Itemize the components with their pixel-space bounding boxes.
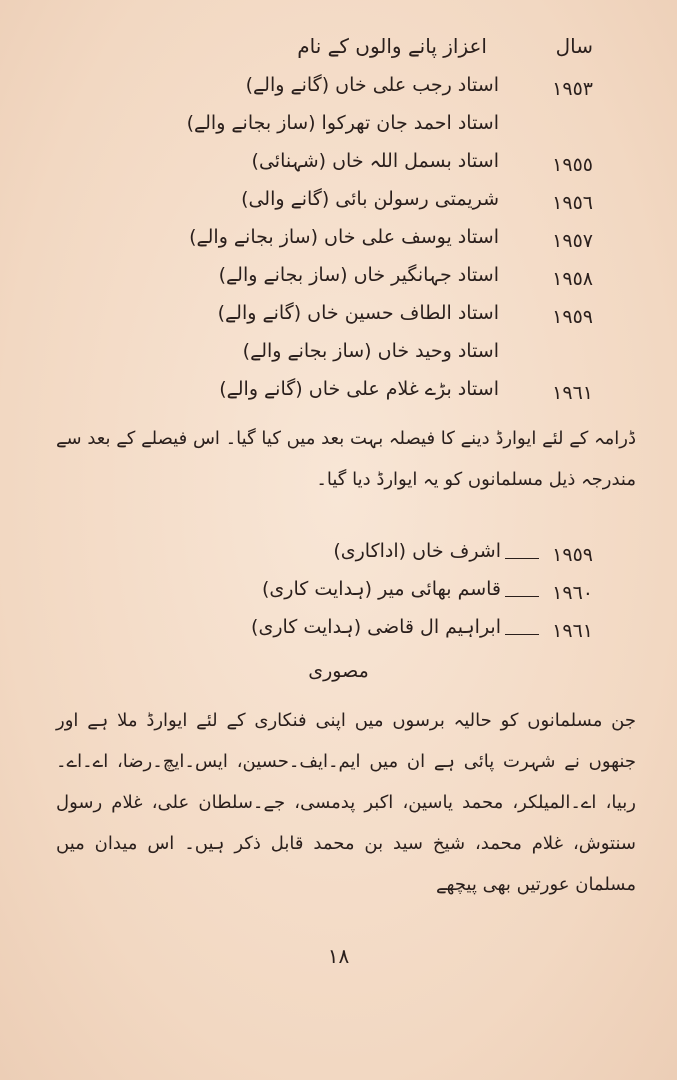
drama-award-row [0,616,677,652]
award-name: استاد احمد جان تھرکوا (ساز بجانے والے) [186,112,499,134]
page-number: ١٨ [327,944,350,968]
award-row [0,302,677,338]
award-row [0,340,677,376]
drama-award-name: قاسم بھائی میر (ہدایت کاری) [262,578,501,600]
dash-separator [505,634,539,635]
award-row [0,188,677,224]
drama-paragraph: ڈرامہ کے لئے ایوارڈ دینے کا فیصلہ بہت بعد میں کیا گیا۔ اس فیصلے کے بعد سے مندرجہ ذیل مسلمانوں کو یہ ایوارڈ دیا گیا۔ [56,428,636,490]
award-row [0,74,677,110]
award-name: استاد رجب علی خاں (گانے والے) [245,74,499,96]
award-row [0,264,677,300]
awardees-column-heading: اعزاز پانے والوں کے نام [297,34,487,58]
award-year: ١٩٥٩ [552,306,593,328]
award-name: استاد وحید خاں (ساز بجانے والے) [242,340,499,362]
award-name: استاد بڑے غلام علی خاں (گانے والے) [219,378,499,400]
drama-award-row [0,540,677,576]
table-header [0,34,677,68]
drama-award-name: اشرف خاں (اداکاری) [333,540,501,562]
award-name: استاد بسمل اللہ خاں (شہنائی) [251,150,499,172]
award-name: استاد یوسف علی خاں (ساز بجانے والے) [189,226,499,248]
dash-separator [505,596,539,597]
section-heading-painting: مصوری [308,660,369,682]
award-name: استاد جہانگیر خاں (ساز بجانے والے) [218,264,499,286]
painting-paragraph: جن مسلمانوں کو حالیہ برسوں میں اپنی فنکاری کے لئے ایوارڈ ملا ہے اور جنھوں نے شہرت پائی ہے ان میں ایم۔ایف۔حسین، ایس۔ایچ۔رضا، اے۔اے۔ربیا، اے۔المیلکر، محمد یاسین، اکبر پدمسی، جے۔سلطان علی، غلام رسول سنتوش، غلام محمد، شیخ سید بن محمد قابل ذکر ہیں۔ اس میدان میں مسلمان عورتیں بھی پیچھے [56,710,636,895]
award-row [0,378,677,414]
award-row [0,226,677,262]
drama-award-row [0,578,677,614]
year-column-heading: سال [555,34,593,58]
drama-award-year: ١٩٥٩ [552,544,593,566]
award-row [0,150,677,186]
award-row [0,112,677,148]
award-name: استاد الطاف حسین خاں (گانے والے) [217,302,499,324]
award-year: ١٩٥٦ [552,192,593,214]
award-year: ١٩٥٧ [552,230,593,252]
dash-separator [505,558,539,559]
drama-award-name: ابراہیم ال قاضی (ہدایت کاری) [251,616,501,638]
award-year: ١٩٥٣ [552,78,593,100]
drama-award-year: ١٩٦١ [552,620,593,642]
award-name: شریمتی رسولن بائی (گانے والی) [241,188,499,210]
drama-award-year: ١٩٦٠ [552,582,593,604]
award-year: ١٩٥٨ [552,268,593,290]
award-year: ١٩٦١ [552,382,593,404]
award-year: ١٩٥٥ [552,154,593,176]
